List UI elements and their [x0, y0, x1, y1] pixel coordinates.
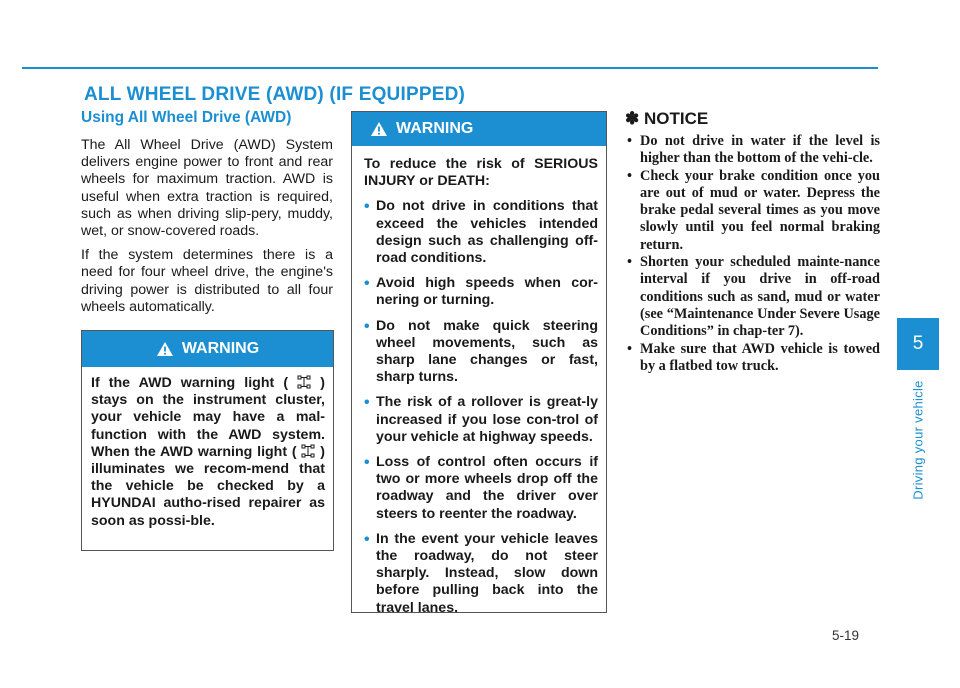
chapter-title-text: Driving your vehicle	[910, 380, 926, 500]
list-item: • Do not make quick steering wheel movements, such as sharp lane changes or fast, sharp turns.	[364, 318, 598, 387]
section-title: ALL WHEEL DRIVE (AWD) (IF EQUIPPED)	[84, 84, 466, 105]
notice-title: ✽ NOTICE	[625, 109, 709, 128]
warning-body	[82, 367, 333, 538]
driving-warning-box	[351, 111, 607, 616]
awd-warning-light-icon	[297, 375, 311, 389]
warning-list	[364, 198, 598, 616]
list-item: • The risk of a rollover is great-ly increased if you lose con-trol of your vehicle at highway speeds.	[364, 394, 598, 446]
notice-list	[625, 133, 880, 375]
warning-intro: To reduce the risk of SERIOUS INJURY or DEATH:	[364, 156, 598, 190]
list-item: • Avoid high speeds when cor-nering or turning.	[364, 275, 598, 309]
warning-text: ) illuminates we recom-mend that the vehicle be checked by a HYUNDAI autho-rised repairer as soon as possi-ble.	[91, 443, 325, 529]
list-item: • In the event your vehicle leaves the roadway, do not steer sharply. Instead, slow down before pulling back into the travel lanes.	[364, 531, 598, 617]
list-item: • Check your brake condition once you are out of mud or water. Depress the brake pedal several times as you move slowly until you feel normal braking return.	[625, 168, 880, 254]
list-item: • Make sure that AWD vehicle is towed by a flatbed tow truck.	[625, 341, 880, 376]
top-rule	[22, 67, 878, 69]
paragraph: The All Wheel Drive (AWD) System delivers engine power to front and rear wheels for maximum traction. AWD is useful when extra traction is required, such as when driving slip-pery, muddy, wet, or snow-covered roads.	[81, 137, 333, 240]
column-left	[81, 108, 333, 323]
list-item: • Do not drive in conditions that exceed the vehicles intended design such as challenging off-road conditions.	[364, 198, 598, 267]
warning-text: If the AWD warning light (	[91, 375, 289, 391]
awd-warning-light-icon	[301, 444, 315, 458]
warning-label: WARNING	[396, 120, 474, 137]
paragraph: If the system determines there is a need for four wheel drive, the engine's driving power is distributed to all four wheels automatically.	[81, 247, 333, 315]
list-item: • Do not drive in water if the level is higher than the bottom of the vehi-cle.	[625, 133, 880, 168]
warning-header	[352, 112, 606, 146]
chapter-title	[907, 380, 929, 500]
warning-body	[352, 146, 606, 633]
list-item: • Shorten your scheduled mainte-nance interval if you drive in off-road conditions such as sand, mud or water (see “Maintenance Under Severe Usage Conditions” in chap-ter 7).	[625, 254, 880, 340]
page-number: 5-19	[832, 628, 860, 643]
chapter-number-tab: 5	[897, 318, 939, 370]
warning-header	[82, 331, 333, 367]
warning-triangle-icon	[370, 121, 388, 137]
warning-label: WARNING	[181, 340, 260, 357]
subheading: Using All Wheel Drive (AWD)	[81, 109, 292, 126]
warning-text: ) stays on the instrument cluster, your vehicle may have a mal-function with the AWD system. When the AWD warning light (	[91, 375, 326, 460]
warning-triangle-icon	[156, 341, 174, 357]
awd-warning-box	[81, 330, 334, 551]
list-item: • Loss of control often occurs if two or more wheels drop off the roadway and the driver over steers to reenter the roadway.	[364, 454, 598, 523]
column-right	[625, 108, 880, 375]
